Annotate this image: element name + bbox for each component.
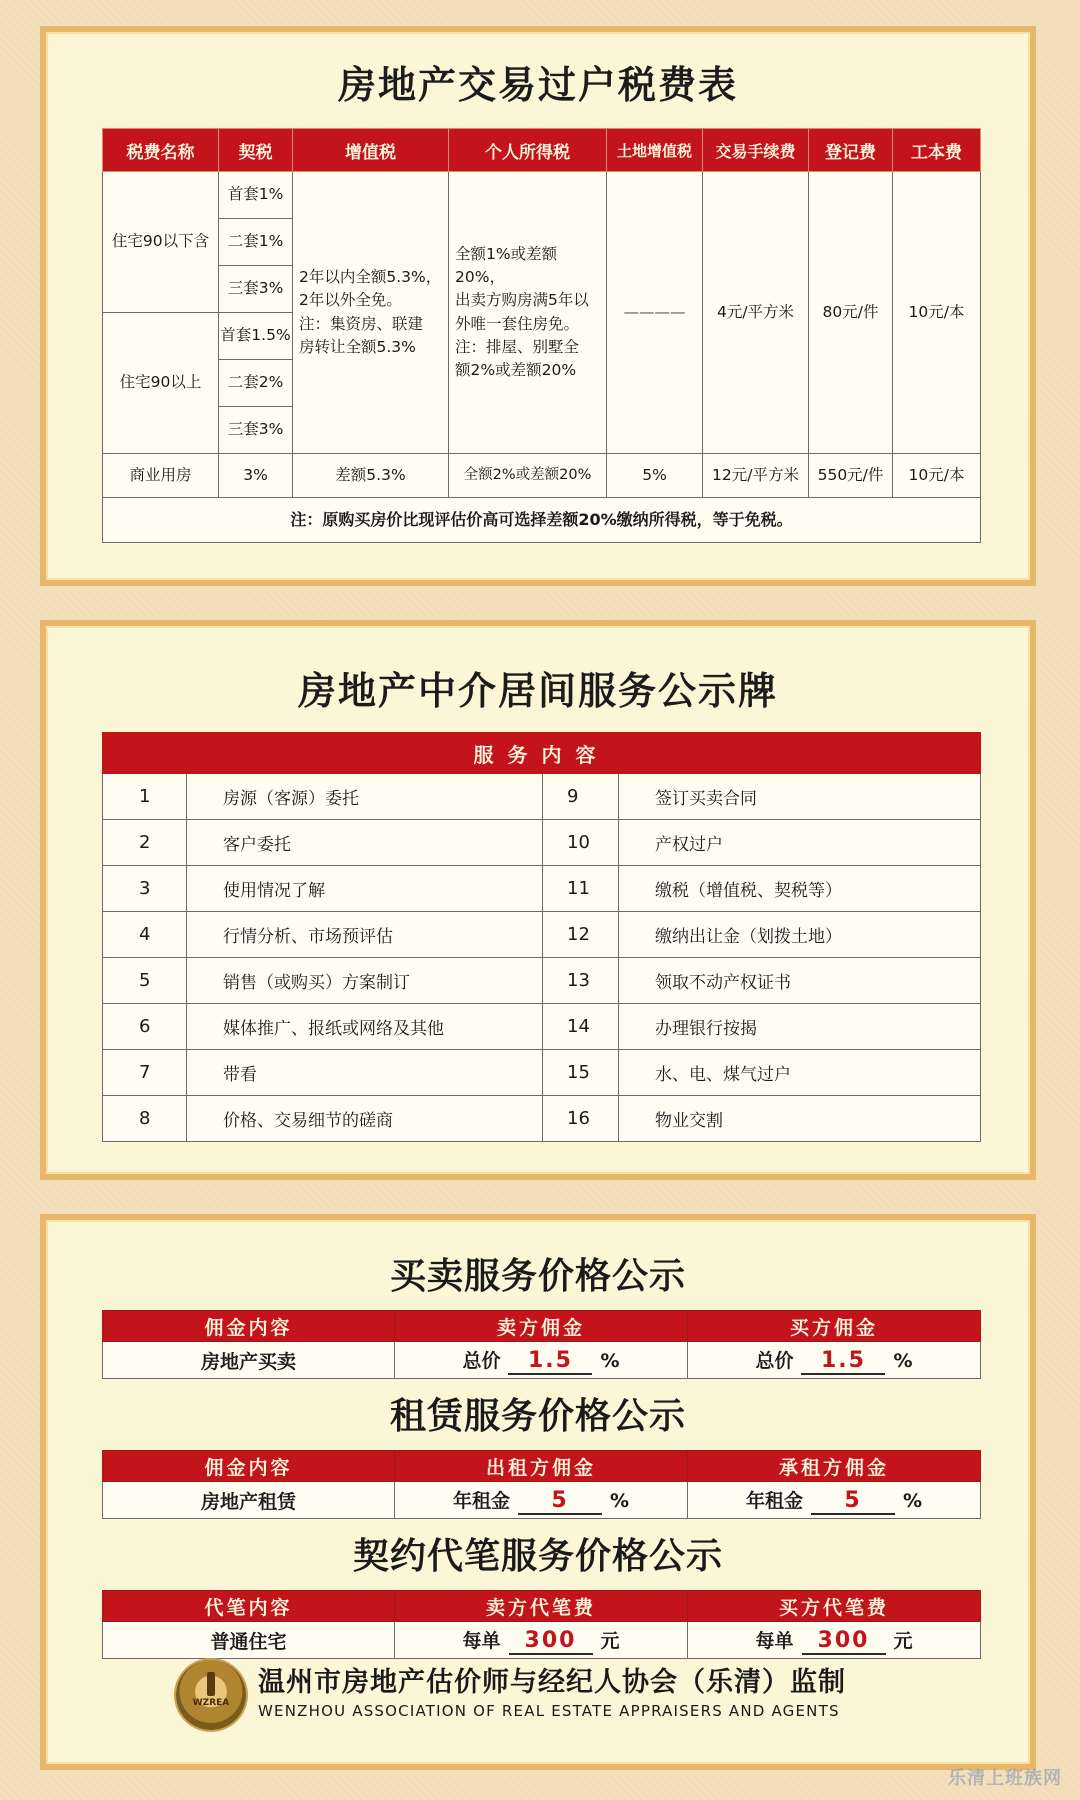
prefix: 年租金	[452, 1489, 510, 1512]
deed-cell: 首套1%	[219, 172, 293, 219]
service-item: 行情分析、市场预评估	[187, 912, 543, 958]
vat-line: 房转让全额5.3%	[299, 337, 416, 356]
sale-header-seller: 卖方佣金	[395, 1311, 688, 1342]
tax-table	[102, 128, 981, 543]
residential-vat-cell	[293, 172, 449, 454]
service-item: 客户委托	[187, 820, 543, 866]
service-item: 带看	[187, 1050, 543, 1096]
income-tax-line: 额2%或差额20%	[455, 361, 577, 379]
seller-rate: 1.5	[508, 1349, 592, 1375]
sale-seller-commission	[395, 1342, 688, 1379]
lease-lessor-commission	[395, 1482, 688, 1519]
residential-small-label: 住宅90以下含	[103, 172, 219, 313]
header-registration-fee: 登记费	[809, 129, 893, 172]
vat-line: 2年以外全免。	[299, 291, 402, 310]
unit: 元	[600, 1629, 620, 1652]
contract-item: 普通住宅	[103, 1622, 395, 1659]
service-no: 9	[543, 774, 619, 820]
service-no: 4	[103, 912, 187, 958]
header-transaction-fee: 交易手续费	[703, 129, 809, 172]
service-item: 领取不动产权证书	[619, 958, 981, 1004]
service-item: 房源（客源）委托	[187, 774, 543, 820]
table-row	[103, 172, 981, 219]
service-item: 媒体推广、报纸或网络及其他	[187, 1004, 543, 1050]
prefix: 每单	[755, 1629, 794, 1652]
lessee-rate: 5	[811, 1489, 895, 1515]
unit: %	[893, 1349, 913, 1372]
income-tax-line: 外唯一套住房免。	[455, 314, 580, 333]
unit: %	[609, 1489, 630, 1512]
service-no: 8	[103, 1096, 187, 1142]
association-seal-icon	[176, 1660, 246, 1730]
seal-text: WZREA	[192, 1698, 230, 1708]
vat-line: 注：集资房、联建	[299, 314, 424, 333]
residential-land-vat-cell: ————	[607, 172, 703, 454]
tax-note-row	[103, 498, 981, 543]
header-fee-name: 税费名称	[103, 129, 219, 172]
vat-line: 2年以内全额5.3%，	[299, 268, 442, 286]
table-row	[103, 774, 981, 820]
org-name-cn: 温州市房地产估价师与经纪人协会（乐清）监制	[258, 1667, 846, 1698]
sale-item: 房地产买卖	[103, 1342, 395, 1379]
commercial-vat: 差额5.3%	[293, 454, 449, 498]
commercial-transaction-fee: 12元/平方米	[703, 454, 809, 498]
service-no: 13	[543, 958, 619, 1004]
residential-registration-fee-cell: 80元/件	[809, 172, 893, 454]
residential-transaction-fee-cell: 4元/平方米	[703, 172, 809, 454]
commercial-deed: 3%	[219, 454, 293, 498]
commercial-row	[103, 454, 981, 498]
table-row	[103, 912, 981, 958]
service-item: 销售（或购买）方案制订	[187, 958, 543, 1004]
deed-cell: 三套3%	[219, 407, 293, 454]
contract-price-title: 契约代笔服务价格公示	[352, 1536, 723, 1577]
lease-price-title: 租赁服务价格公示	[389, 1396, 686, 1437]
header-cert-fee: 工本费	[893, 129, 981, 172]
sale-price-title: 买卖服务价格公示	[389, 1256, 686, 1297]
header-income-tax: 个人所得税	[449, 129, 607, 172]
service-no: 7	[103, 1050, 187, 1096]
sale-buyer-commission	[688, 1342, 981, 1379]
residential-income-tax-cell	[449, 172, 607, 454]
contract-header-seller: 卖方代笔费	[395, 1591, 688, 1622]
table-row	[103, 1004, 981, 1050]
lessor-rate: 5	[518, 1489, 602, 1515]
prefix: 总价	[462, 1349, 501, 1372]
watermark: 乐清上班族网	[948, 1768, 1062, 1789]
unit: %	[902, 1489, 923, 1512]
table-row	[103, 958, 981, 1004]
service-no: 16	[543, 1096, 619, 1142]
tax-table-header-row	[103, 129, 981, 172]
lease-header-lessor: 出租方佣金	[395, 1451, 688, 1482]
tax-table-title: 房地产交易过户税费表	[337, 63, 738, 107]
buyer-rate: 1.5	[801, 1349, 885, 1375]
deed-cell: 二套2%	[219, 360, 293, 407]
price-panel	[40, 1214, 1036, 1770]
table-row	[103, 1482, 981, 1519]
deed-cell: 二套1%	[219, 219, 293, 266]
service-no: 12	[543, 912, 619, 958]
contract-seller-fee	[395, 1622, 688, 1659]
deed-cell: 三套3%	[219, 266, 293, 313]
income-tax-line: 注：排屋、别墅全	[455, 337, 580, 356]
commercial-income-tax: 全额2%或差额20%	[449, 454, 607, 498]
residential-large-label: 住宅90以上	[103, 313, 219, 454]
service-no: 10	[543, 820, 619, 866]
table-row	[103, 866, 981, 912]
service-item: 签订买卖合同	[619, 774, 981, 820]
lease-item: 房地产租赁	[103, 1482, 395, 1519]
deed-cell: 首套1.5%	[219, 313, 293, 360]
commercial-registration-fee: 550元/件	[809, 454, 893, 498]
income-tax-line: 出卖方购房满5年以	[455, 291, 589, 310]
tax-note: 注：原购买房价比现评估价高可选择差额20%缴纳所得税，等于免税。	[103, 498, 981, 543]
contract-price-table	[102, 1590, 981, 1659]
footer	[176, 1656, 896, 1744]
commercial-label: 商业用房	[103, 454, 219, 498]
lease-price-table	[102, 1450, 981, 1519]
sale-header-buyer: 买方佣金	[688, 1311, 981, 1342]
service-table	[102, 732, 981, 1142]
service-no: 5	[103, 958, 187, 1004]
lease-header-lessee: 承租方佣金	[688, 1451, 981, 1482]
table-row	[103, 820, 981, 866]
service-item: 物业交割	[619, 1096, 981, 1142]
prefix: 总价	[755, 1349, 794, 1372]
prefix: 每单	[462, 1629, 501, 1652]
header-deed-tax: 契税	[219, 129, 293, 172]
service-no: 1	[103, 774, 187, 820]
seller-fee-value: 300	[509, 1629, 593, 1655]
prefix: 年租金	[745, 1489, 803, 1512]
residential-cert-fee-cell: 10元/本	[893, 172, 981, 454]
service-item: 办理银行按揭	[619, 1004, 981, 1050]
contract-header-content: 代笔内容	[103, 1591, 395, 1622]
service-item: 产权过户	[619, 820, 981, 866]
service-no: 6	[103, 1004, 187, 1050]
sale-header-content: 佣金内容	[103, 1311, 395, 1342]
table-row	[103, 1622, 981, 1659]
contract-buyer-fee	[688, 1622, 981, 1659]
table-row	[103, 1096, 981, 1142]
service-board-title: 房地产中介居间服务公示牌	[297, 669, 778, 713]
table-row	[103, 1050, 981, 1096]
service-item: 价格、交易细节的磋商	[187, 1096, 543, 1142]
table-row	[103, 1342, 981, 1379]
service-item: 使用情况了解	[187, 866, 543, 912]
header-vat: 增值税	[293, 129, 449, 172]
commercial-cert-fee: 10元/本	[893, 454, 981, 498]
service-item: 缴纳出让金（划拨土地）	[619, 912, 981, 958]
unit: %	[600, 1349, 620, 1372]
service-item: 缴税（增值税、契税等）	[619, 866, 981, 912]
service-header: 服务内容	[103, 733, 981, 774]
lease-lessee-commission	[688, 1482, 981, 1519]
service-no: 11	[543, 866, 619, 912]
income-tax-line: 全额1%或差额20%，	[455, 244, 558, 286]
buyer-fee-value: 300	[802, 1629, 886, 1655]
sale-price-table	[102, 1310, 981, 1379]
service-board-panel	[40, 620, 1036, 1180]
service-no: 2	[103, 820, 187, 866]
service-no: 14	[543, 1004, 619, 1050]
unit: 元	[893, 1629, 913, 1652]
service-item: 水、电、煤气过户	[619, 1050, 981, 1096]
tax-table-panel	[40, 26, 1036, 586]
header-land-vat: 土地增值税	[607, 129, 703, 172]
org-name-en: WENZHOU ASSOCIATION OF REAL ESTATE APPRAISERS AND AGENTS	[258, 1702, 840, 1720]
service-no: 3	[103, 866, 187, 912]
commercial-land-vat: 5%	[607, 454, 703, 498]
service-no: 15	[543, 1050, 619, 1096]
lease-header-content: 佣金内容	[103, 1451, 395, 1482]
contract-header-buyer: 买方代笔费	[688, 1591, 981, 1622]
